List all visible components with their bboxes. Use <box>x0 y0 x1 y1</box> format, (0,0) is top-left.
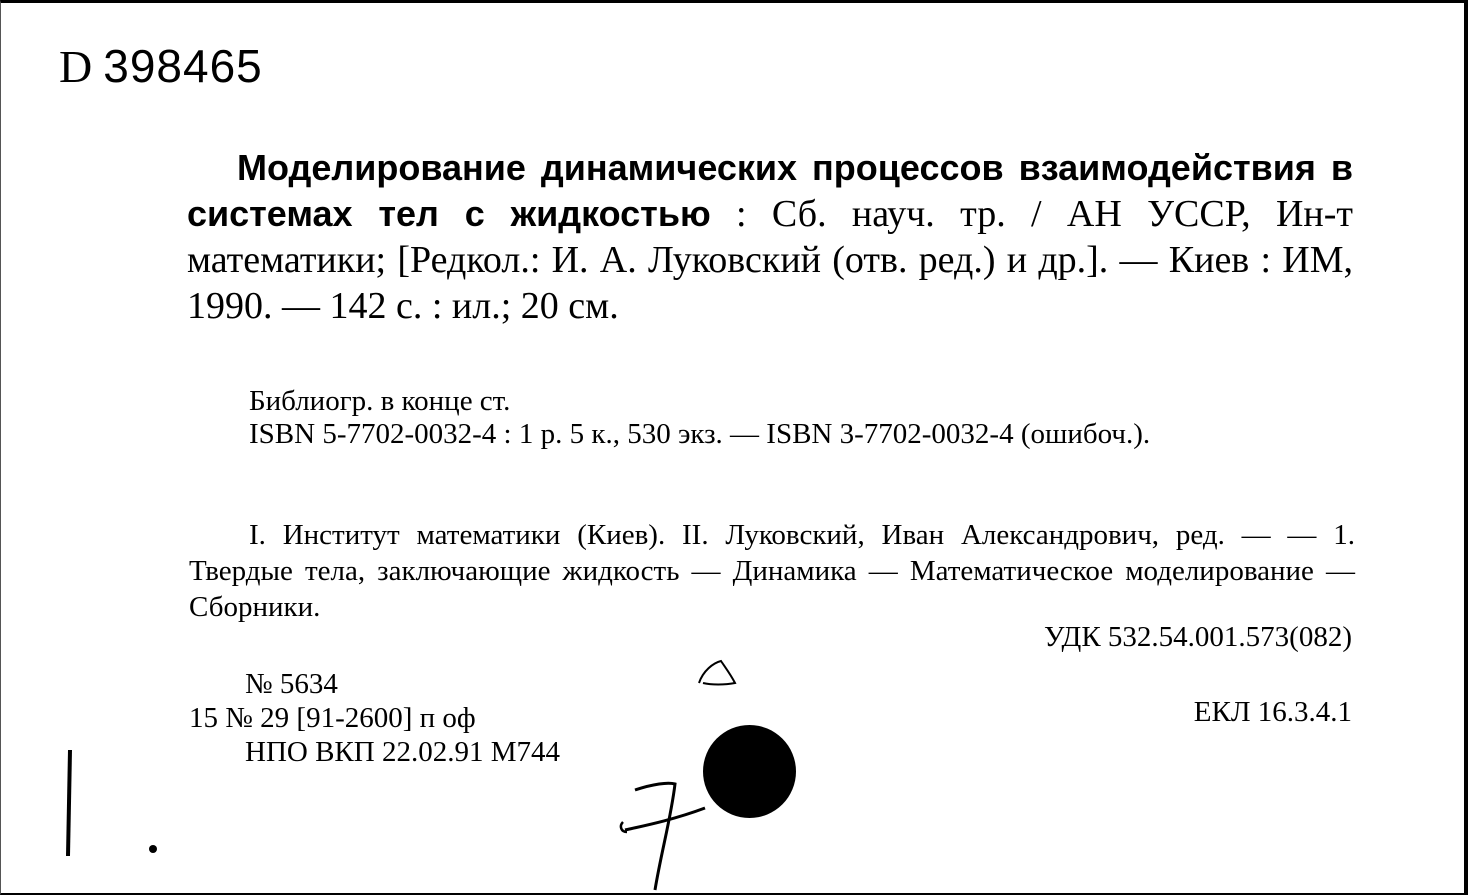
bibliography-note: Библиогр. в конце ст. <box>249 385 511 417</box>
catalog-number <box>59 39 263 93</box>
ink-stroke-mark <box>63 748 75 858</box>
tracings-block <box>189 517 1355 625</box>
ekl-code: ЕКЛ 16.3.4.1 <box>1193 696 1352 728</box>
catalog-number-value: 398465 <box>103 40 263 92</box>
udk-code: УДК 532.54.001.573(082) <box>1043 621 1352 653</box>
ink-dot <box>149 845 157 853</box>
isbn-block <box>189 416 1355 452</box>
order-number: № 5634 <box>245 668 338 700</box>
pencil-squiggle-icon <box>691 653 741 693</box>
bibliography-note-block <box>189 383 1355 419</box>
bibliographic-description <box>187 145 1353 329</box>
book-title: Моделирование динамических процессов взаимодействия в системах тел с жидкостью <box>187 147 1353 234</box>
handwritten-seven-mark <box>613 778 733 893</box>
tracings: I. Институт математики (Киев). II. Луковский, Иван Александрович, ред. — — 1. Твердые тела, заключающие жидкость — Динамика — Математическое моделирование — Сборники. <box>189 519 1355 623</box>
publication-details: : Сб. науч. тр. / АН УССР, Ин-т математики; [Редкол.: И. А. Луковский (отв. ред.) и др.]. — Киев : ИМ, 1990. — 142 с. : ил.; 20 см. <box>187 193 1353 327</box>
print-line: 15 № 29 [91-2600] п оф <box>189 702 476 734</box>
isbn-note: ISBN 5-7702-0032-4 : 1 р. 5 к., 530 экз. — ISBN 3-7702-0032-4 (ошибоч.). <box>249 418 1151 450</box>
catalog-letter: D <box>59 41 94 92</box>
npo-line: НПО ВКП 22.02.91 М744 <box>245 736 560 768</box>
